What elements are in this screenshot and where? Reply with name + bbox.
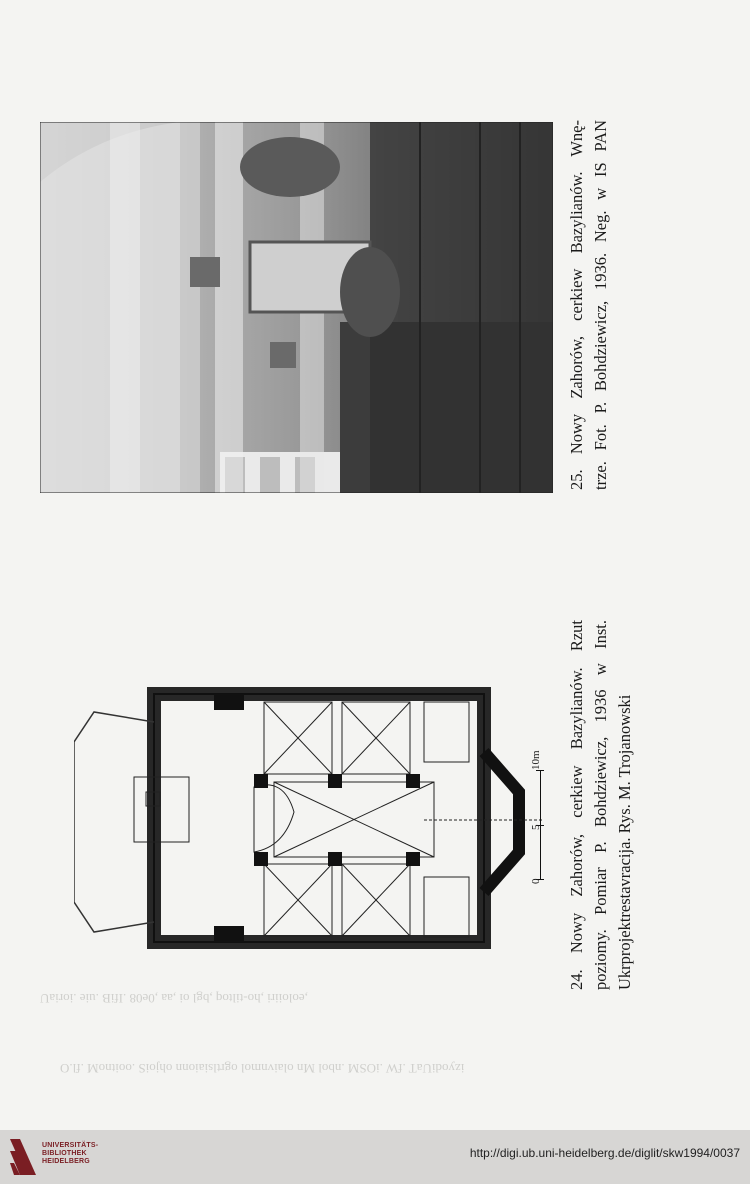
library-name-line-1: UNIVERSITÄTS- <box>42 1142 99 1149</box>
caption-25-line-1: 25. Nowy Zahorów, cerkiew Bazylianów. Wnę- <box>567 120 586 490</box>
caption-25 <box>565 120 613 490</box>
scale-tick-5: 5 <box>530 824 542 830</box>
caption-24-line-1: 24. Nowy Zahorów, cerkiew Bazylianów. Rzut <box>567 620 586 990</box>
caption-24-line-3: Ukrprojektrestavracija. Rys. M. Trojanowski <box>615 694 634 990</box>
floor-plan-drawing <box>74 682 544 962</box>
library-name-line-3: HEIDELBERG <box>42 1158 90 1165</box>
scale-tick-0: 0 <box>530 878 542 884</box>
caption-24-line-2: poziomy. Pomiar P. Bohdziewicz, 1936 w Inst. <box>591 620 610 990</box>
library-name <box>42 1142 98 1166</box>
scale-tick-10: 10m <box>530 750 542 770</box>
interior-photo <box>40 122 553 493</box>
library-name-line-2: BIBLIOTHEK <box>42 1150 87 1157</box>
bleed-through-text: izyodiUaT .fW .iOSM .nbol Mn olaivnmol ogrtlsiaionn ohjoiS .ooitnoM .fl.O <box>60 1061 465 1076</box>
university-library-logo-icon <box>8 1137 38 1177</box>
caption-24 <box>565 620 637 990</box>
source-url-link[interactable]: http://digi.ub.uni-heidelberg.de/diglit/skw1994/0037 <box>469 1146 740 1160</box>
bleed-through-text: ,eoloiiri ,ho-tiltoq ,bgl oi ,aa ,0e08 .IfiB .uie .ioriaU <box>40 991 308 1006</box>
caption-25-line-2: trze. Fot. P. Bohdziewicz, 1936. Neg. w IS PAN <box>591 120 610 490</box>
